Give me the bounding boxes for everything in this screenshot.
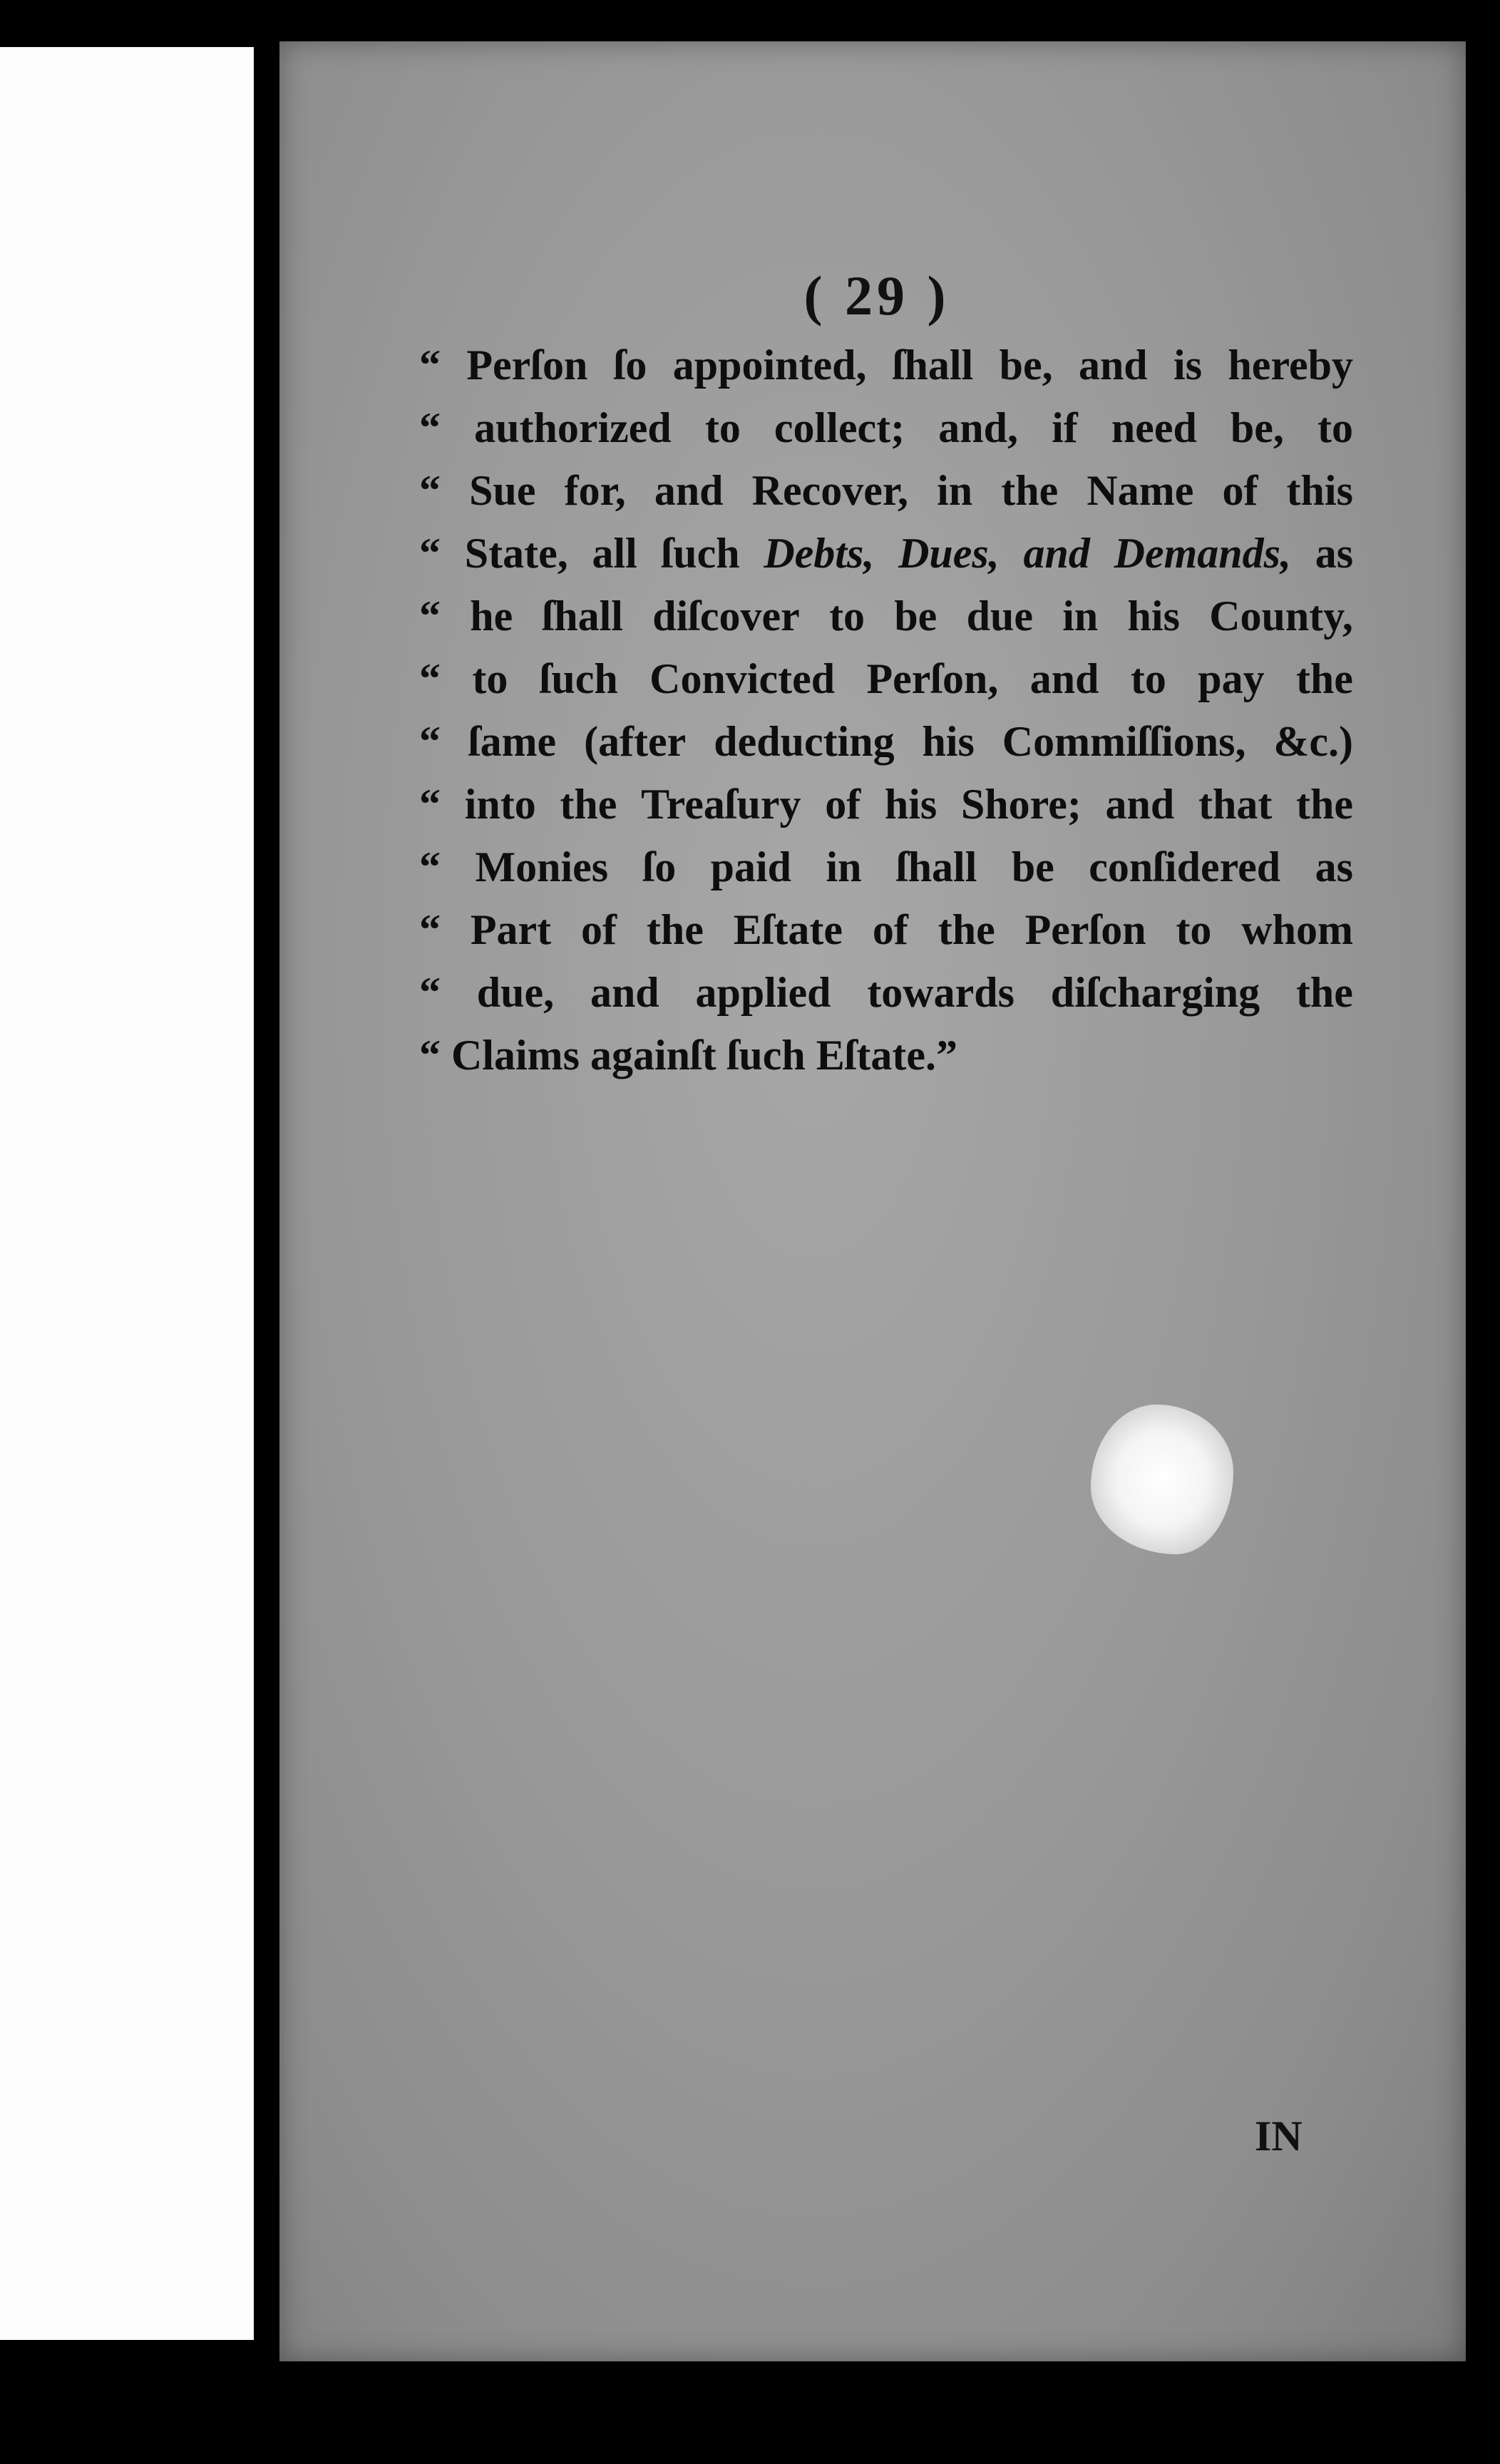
text-line: “ State, all ſuch Debts, Dues, and Demands, as <box>419 530 1354 577</box>
word: diſcharging <box>1050 969 1260 1016</box>
word: into <box>464 781 536 828</box>
word: and <box>654 467 724 514</box>
word: is <box>1173 342 1203 389</box>
word: be <box>1011 843 1054 890</box>
italic-phrase: Debts, Dues, and Demands, <box>764 530 1291 577</box>
text-line <box>419 961 1353 1024</box>
catchword: IN <box>1255 2113 1303 2160</box>
word: Eſtate <box>733 906 843 953</box>
word: in <box>1062 592 1099 640</box>
word: be <box>894 592 938 640</box>
word: towards <box>867 969 1014 1016</box>
word: “ <box>419 655 441 702</box>
text-line <box>419 334 1353 396</box>
word: ſame <box>468 718 557 765</box>
word: Recover, <box>751 467 909 514</box>
word: “ <box>419 342 441 389</box>
word: Part <box>470 906 552 953</box>
word: as <box>1315 843 1353 890</box>
paper-stain <box>1091 1405 1233 1554</box>
word: Perſon <box>1024 906 1146 953</box>
text-line <box>419 459 1353 522</box>
word: paid <box>710 843 792 890</box>
word: be, <box>999 342 1053 389</box>
word: “ <box>419 592 441 640</box>
word: applied <box>695 969 831 1016</box>
word: ſo <box>642 843 677 890</box>
word: the <box>1001 467 1059 514</box>
word: “ <box>419 781 441 828</box>
word: deducting <box>714 718 895 765</box>
word: Perſon, <box>866 655 999 702</box>
word: and <box>1105 781 1175 828</box>
word: Commiſſions, <box>1002 718 1246 765</box>
word: this <box>1286 467 1353 514</box>
word: Sue <box>469 467 536 514</box>
word: to <box>472 655 508 702</box>
word: “ <box>419 467 441 514</box>
word: due, <box>476 969 555 1016</box>
word: in <box>937 467 973 514</box>
word: the <box>938 906 995 953</box>
word: appointed, <box>672 342 867 389</box>
word: to <box>1317 404 1353 451</box>
word: of <box>825 781 861 828</box>
word: (after <box>584 718 687 765</box>
word: ſhall <box>892 342 974 389</box>
text-line <box>419 396 1353 459</box>
text-line <box>419 647 1353 710</box>
word: authorized <box>474 404 672 451</box>
word: if <box>1052 404 1078 451</box>
word: to <box>1176 906 1212 953</box>
word: the <box>646 906 704 953</box>
word: and <box>590 969 659 1016</box>
text-line <box>419 585 1353 647</box>
word: Shore; <box>960 781 1082 828</box>
text-line <box>419 710 1353 773</box>
word: due <box>966 592 1033 640</box>
word: to <box>829 592 865 640</box>
word: diſcover <box>652 592 800 640</box>
word: the <box>1296 781 1353 828</box>
word: that <box>1198 781 1273 828</box>
word: his <box>1127 592 1180 640</box>
word: “ <box>419 906 441 953</box>
word: need <box>1111 404 1197 451</box>
word: and <box>1078 342 1148 389</box>
word: to <box>704 404 741 451</box>
word: Convicted <box>649 655 836 702</box>
word: ſo <box>613 342 647 389</box>
word: pay <box>1198 655 1265 702</box>
word: to <box>1130 655 1166 702</box>
word: his <box>884 781 938 828</box>
word: ſhall <box>895 843 977 890</box>
word: hereby <box>1228 342 1353 389</box>
word: and, <box>938 404 1018 451</box>
word: “ <box>419 718 441 765</box>
word: he <box>470 592 513 640</box>
page-number: ( 29 ) <box>803 265 950 327</box>
word: and <box>1029 655 1099 702</box>
word: ſuch <box>539 655 618 702</box>
word: whom <box>1241 906 1353 953</box>
text-line <box>419 898 1353 961</box>
word: ſhall <box>542 592 623 640</box>
word: of <box>581 906 617 953</box>
word: of <box>872 906 908 953</box>
word: “ <box>419 843 441 890</box>
word: collect; <box>774 404 905 451</box>
text-line <box>419 836 1353 898</box>
word: of <box>1222 467 1258 514</box>
word: Treaſury <box>641 781 801 828</box>
word: conſidered <box>1089 843 1281 890</box>
word: County, <box>1209 592 1353 640</box>
word: Perſon <box>466 342 588 389</box>
word: the <box>560 781 617 828</box>
word: Monies <box>475 843 609 890</box>
word: the <box>1295 969 1353 1016</box>
word: “ <box>419 969 441 1016</box>
word: in <box>826 843 862 890</box>
word: Name <box>1087 467 1194 514</box>
word: the <box>1295 655 1353 702</box>
word: his <box>922 718 975 765</box>
word: for, <box>564 467 626 514</box>
text-line <box>419 773 1353 836</box>
word: “ <box>419 404 441 451</box>
word: &c.) <box>1273 718 1353 765</box>
word: be, <box>1230 404 1284 451</box>
body-text <box>419 334 1353 1087</box>
white-margin-strip <box>0 47 254 2340</box>
text-line: “ Claims againſt ſuch Eſtate.” <box>419 1032 958 1079</box>
